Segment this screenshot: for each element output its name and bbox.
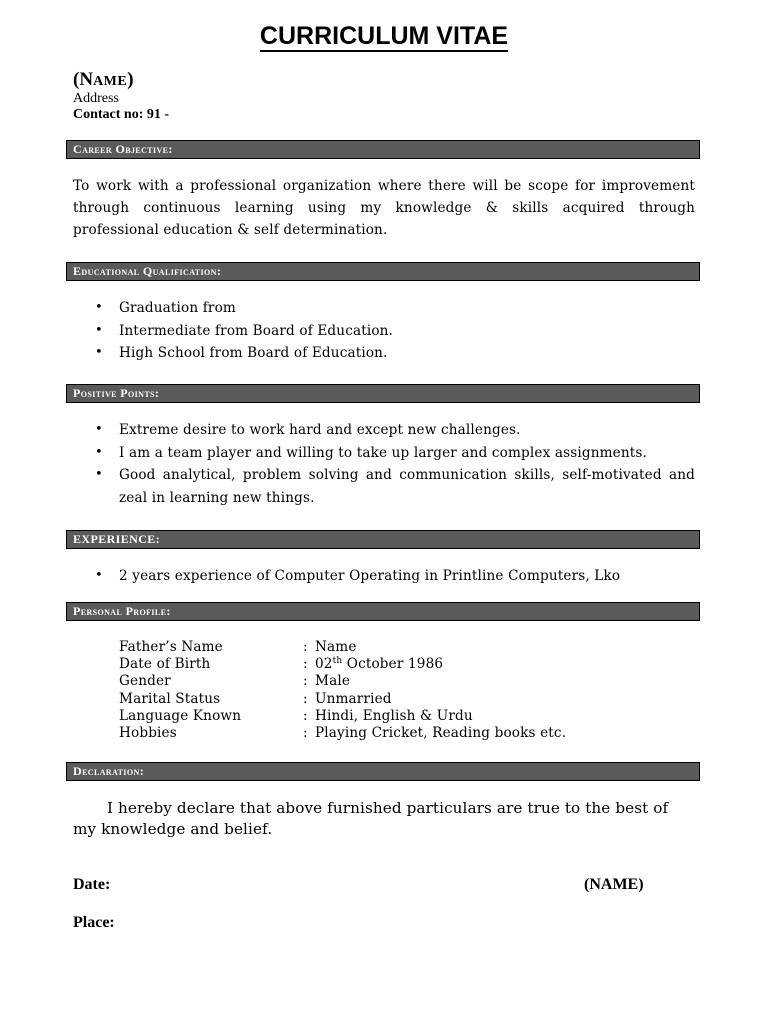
experience-list bbox=[73, 565, 695, 588]
contact-number: Contact no: 91 - bbox=[73, 107, 170, 122]
name-open: (N bbox=[73, 69, 94, 90]
dob-day: 02 bbox=[315, 656, 333, 673]
profile-label: Language Known bbox=[119, 707, 242, 724]
education-list bbox=[73, 297, 695, 365]
bullet-icon: • bbox=[95, 422, 103, 437]
bullet-icon: • bbox=[95, 444, 103, 460]
document-title-text: CURRICULUM VITAE bbox=[259, 22, 509, 50]
signature-name: (NAME) bbox=[584, 876, 644, 893]
career-objective-text: To work with a professional organization where there will be scope for improvement through continuous learning using my knowledge & skills acquired through professional education & self determination. bbox=[73, 178, 695, 238]
list-item bbox=[73, 565, 695, 588]
bullet-icon: • bbox=[95, 322, 103, 338]
declaration-heading-text: Declaration: bbox=[73, 764, 145, 778]
address: Address bbox=[73, 91, 119, 106]
declaration-heading bbox=[66, 762, 700, 781]
list-item bbox=[73, 464, 695, 509]
list-item bbox=[73, 442, 695, 465]
profile-separator: : bbox=[303, 639, 308, 655]
list-item bbox=[73, 320, 695, 343]
experience-heading bbox=[66, 530, 700, 549]
bullet-icon: • bbox=[95, 568, 103, 583]
name-rest: AME bbox=[93, 74, 128, 89]
positive-points-heading-text: Positive Points: bbox=[73, 386, 160, 400]
bullet-icon: • bbox=[95, 300, 103, 315]
experience-item-text: 2 years experience of Computer Operating in Printline Computers, Lko bbox=[119, 568, 621, 584]
profile-value: Unmarried bbox=[315, 690, 392, 707]
career-objective-heading bbox=[66, 140, 700, 159]
declaration-text bbox=[73, 798, 695, 840]
personal-profile-heading-text: Personal Profile: bbox=[73, 604, 171, 618]
document-title bbox=[0, 20, 768, 52]
list-item bbox=[73, 342, 695, 365]
dob-ordinal: th bbox=[332, 656, 343, 667]
date-label: Date: bbox=[73, 876, 111, 893]
education-item-text: Intermediate from Board of Education. bbox=[119, 322, 394, 339]
education-item-text: High School from Board of Education. bbox=[119, 345, 388, 361]
career-objective-heading-text: Career Objective: bbox=[73, 142, 173, 156]
bullet-icon: • bbox=[95, 467, 103, 482]
profile-label: Gender bbox=[119, 673, 171, 690]
education-heading-text: Educational Qualification: bbox=[73, 264, 222, 278]
profile-separator: : bbox=[303, 690, 308, 707]
bullet-icon: • bbox=[95, 345, 103, 360]
positive-item-text: Extreme desire to work hard and except new challenges. bbox=[119, 422, 521, 438]
profile-label: Hobbies bbox=[119, 724, 177, 741]
profile-label: Marital Status bbox=[119, 690, 221, 707]
positive-points-list bbox=[73, 419, 695, 509]
personal-profile-heading bbox=[66, 602, 700, 621]
profile-separator: : bbox=[303, 724, 308, 741]
name-close: ) bbox=[127, 69, 134, 90]
experience-heading-text: EXPERIENCE: bbox=[73, 532, 161, 546]
profile-separator: : bbox=[303, 673, 308, 690]
positive-item-text: Good analytical, problem solving and communication skills, self-motivated and zeal in learning new things. bbox=[119, 467, 695, 506]
declaration-text-body: I hereby declare that above furnished particulars are true to the best of my knowledge and belief. bbox=[73, 799, 669, 838]
list-item bbox=[73, 297, 695, 320]
profile-value: Playing Cricket, Reading books etc. bbox=[315, 724, 567, 741]
profile-label: Father’s Name bbox=[119, 639, 223, 655]
profile-value: Name bbox=[315, 639, 357, 655]
place-label: Place: bbox=[73, 914, 115, 931]
profile-separator: : bbox=[303, 707, 308, 724]
dob-month-year: October 1986 bbox=[342, 656, 444, 673]
profile-separator: : bbox=[303, 656, 308, 673]
profile-value bbox=[315, 656, 443, 673]
education-item-text: Graduation from bbox=[119, 300, 236, 316]
positive-points-heading bbox=[66, 384, 700, 403]
positive-item-text: I am a team player and willing to take up larger and complex assignments. bbox=[119, 444, 647, 461]
profile-value: Male bbox=[315, 673, 351, 690]
profile-label: Date of Birth bbox=[119, 656, 211, 673]
profile-value: Hindi, English & Urdu bbox=[315, 707, 473, 724]
list-item bbox=[73, 419, 695, 442]
education-heading bbox=[66, 262, 700, 281]
